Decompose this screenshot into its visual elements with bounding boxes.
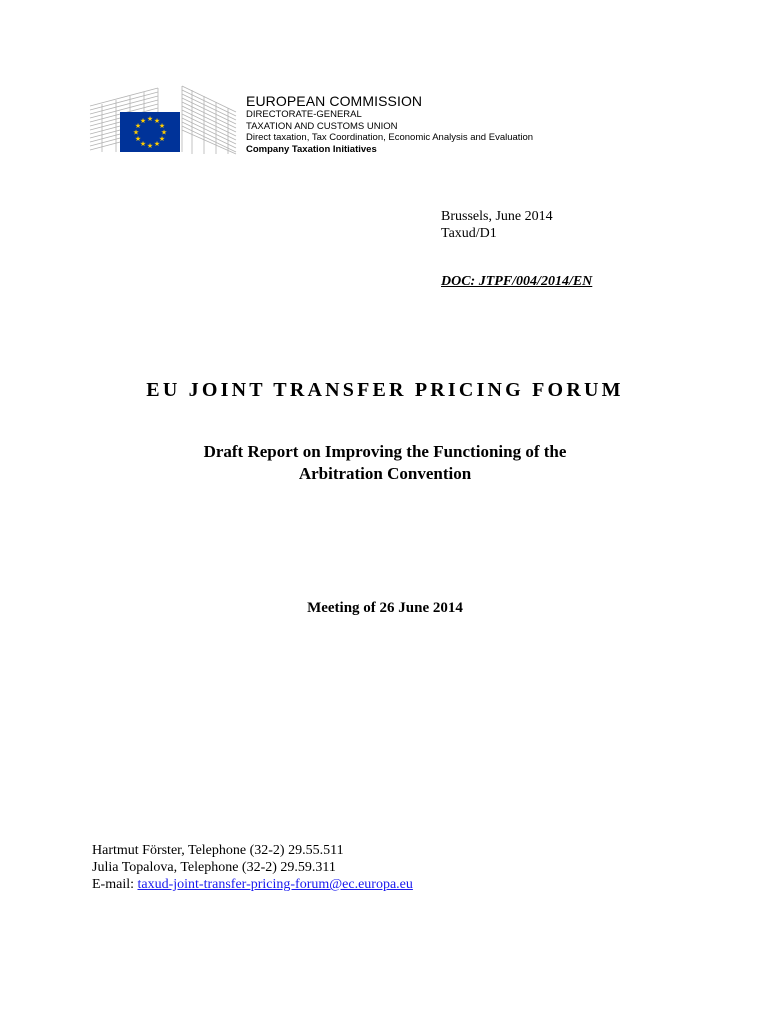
svg-text:★: ★ (146, 115, 154, 123)
organization-name: EUROPEAN COMMISSION (246, 93, 423, 109)
svg-text:★: ★ (160, 128, 168, 137)
unit-name: Company Taxation Initiatives (246, 143, 377, 155)
svg-text:★: ★ (158, 122, 166, 130)
svg-text:★: ★ (134, 135, 142, 143)
department-name: TAXATION AND CUSTOMS UNION (246, 120, 398, 132)
svg-text:★: ★ (146, 142, 154, 150)
report-title-line-1: Draft Report on Improving the Functioning of the (203, 442, 567, 461)
place-date: Brussels, June 2014 (441, 209, 553, 224)
european-commission-logo (88, 84, 238, 156)
division-name: Direct taxation, Tax Coordination, Economic Analysis and Evaluation (246, 132, 534, 143)
svg-text:★: ★ (153, 117, 161, 125)
document-id: DOC: JTPF/004/2014/EN (441, 274, 593, 289)
contact-line-1: Hartmut Förster, Telephone (32-2) 29.55.511 (92, 843, 344, 858)
svg-text:★: ★ (139, 140, 147, 148)
document-meta (441, 208, 553, 242)
email-label: E-mail: (92, 877, 138, 892)
meeting-date: Meeting of 26 June 2014 (307, 600, 463, 616)
reference-code: Taxud/D1 (441, 226, 497, 241)
report-title (0, 441, 770, 485)
email-line (92, 876, 413, 893)
svg-text:★: ★ (134, 122, 142, 130)
contact-line-2: Julia Topalova, Telephone (32-2) 29.59.311 (92, 860, 336, 875)
svg-text:★: ★ (158, 135, 166, 143)
contact-block (92, 842, 413, 893)
svg-text:★: ★ (132, 128, 140, 137)
svg-text:★: ★ (153, 140, 161, 148)
svg-text:★: ★ (139, 117, 147, 125)
letterhead (246, 93, 533, 155)
directorate-name: DIRECTORATE-GENERAL (246, 109, 362, 120)
forum-title: EU JOINT TRANSFER PRICING FORUM (146, 379, 624, 401)
email-link[interactable]: taxud-joint-transfer-pricing-forum@ec.europa.eu (137, 877, 413, 892)
report-title-line-2: Arbitration Convention (298, 464, 472, 483)
